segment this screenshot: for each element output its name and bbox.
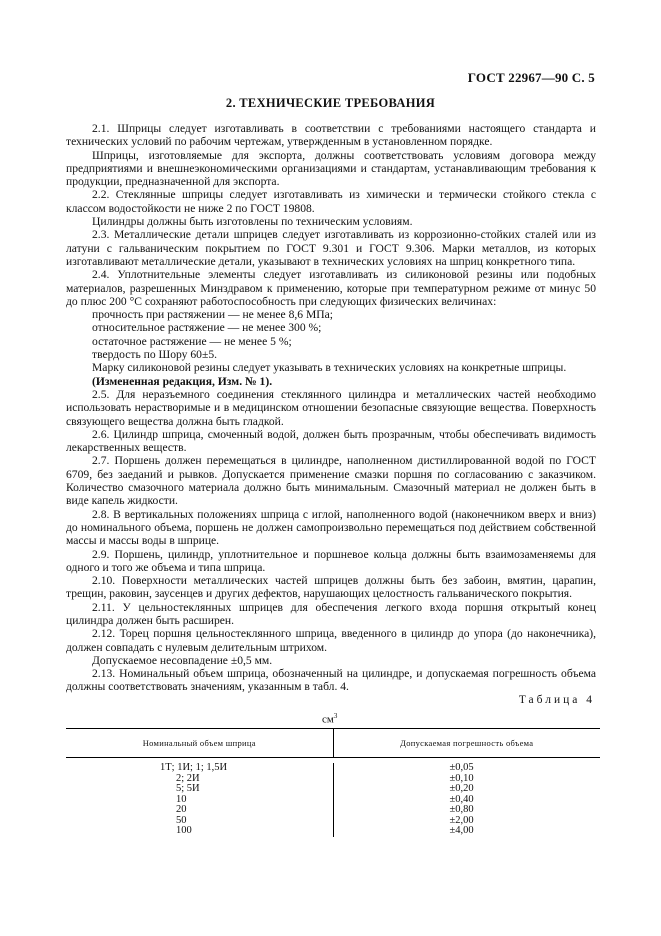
list-item: твердость по Шору 60±5. xyxy=(92,348,218,362)
paragraph: 2.8. В вертикальных положениях шприца с иглой, наполненного водой (наконечником вверх и вниз) до номинального объема, поршень не должен самопроизвольно перемещаться под действием собственной массы и массы воды в шприце. xyxy=(66,507,596,548)
table-column-volume xyxy=(66,763,334,837)
list-item: относительное растяжение — не менее 300 %; xyxy=(92,321,322,335)
paragraph: 2.11. У цельностеклянных шприцев для обеспечения легкого входа поршня открытый конец цилиндра должен быть расширен. xyxy=(66,600,596,627)
table-cell: ±2,00 xyxy=(449,814,474,826)
tolerance-table xyxy=(66,728,600,837)
paragraph: 2.1. Шприцы следует изготавливать в соответствии с требованиями настоящего стандарта и технических условий по рабочим чертежам, утвержденным в установленном порядке. xyxy=(66,122,596,149)
paragraph: Шприцы, изготовляемые для экспорта, должны соответствовать условиям договора между предприятиями и внешнеэкономическими организациями и стандартам, устанавливающим требования к продукции, предназначенной для экспорта. xyxy=(66,148,596,189)
table-unit-base: см xyxy=(322,713,334,726)
table-cell: ±0,10 xyxy=(449,772,474,784)
table-cell: 100 xyxy=(176,825,192,836)
amendment-note xyxy=(66,375,596,388)
list-item: остаточное растяжение — не менее 5 %; xyxy=(92,334,292,348)
table-cell: 2; 2И xyxy=(176,772,200,784)
paragraph: 2.3. Металлические детали шприцев следует изготавливать из коррозионно-стойких сталей или из латуни с гальваническим покрытием по ГОСТ 9.301 и ГОСТ 9.306. Марки металлов, из которых изготавливают металлические детали, указывают в технических условиях на шприц конкретного типа. xyxy=(66,228,596,268)
table-cell: 10 xyxy=(176,793,187,805)
paragraph: 2.5. Для неразъемного соединения стеклянного цилиндра и металлических частей необходимо использовать нерастворимые и в медицинском отношении безопасные связующие вещества. Поверхность связующего вещества должна быть гладкой. xyxy=(66,387,596,428)
table-body xyxy=(66,758,600,837)
page-header: ГОСТ 22967—90 С. 5 xyxy=(467,70,595,85)
paragraph: 2.13. Номинальный объем шприца, обозначенный на цилиндре, и допускаемая погрешность объема должны соответствовать значениям, указанным в табл. 4. xyxy=(66,667,596,694)
table-cell: 20 xyxy=(176,804,187,815)
paragraph: 2.10. Поверхности металлических частей шприцев должны быть без забоин, вмятин, царапин, трещин, раковин, заусенцев и других дефектов, нарушающих целостность гальванического покрытия. xyxy=(66,574,596,601)
paragraph: 2.7. Поршень должен перемещаться в цилиндре, наполненном дистиллированной водой по ГОСТ 6709, без заеданий и рывков. Допускается применение смазки поршня по согласованию с заказчиком. Количество смазочного материала должно быть минимальным. Смазочный материал не должен быть в виде капель жидкости. xyxy=(66,454,596,508)
list-item: прочность при растяжении — не менее 8,6 МПа; xyxy=(92,308,334,322)
table-column-tolerance xyxy=(334,763,601,837)
table-cell: ±4,00 xyxy=(449,825,474,836)
table-unit xyxy=(322,712,337,726)
paragraph: Цилиндры должны быть изготовлены по техническим условиям. xyxy=(92,215,413,229)
table-header-volume: Номинальный объем шприца xyxy=(66,729,334,757)
table-header xyxy=(66,728,600,758)
table-cell: 5; 5И xyxy=(176,783,200,794)
paragraph: 2.6. Цилиндр шприца, смоченный водой, должен быть прозрачным, чтобы обеспечивать видимость лекарственных веществ. xyxy=(66,427,596,455)
paragraph: 2.12. Торец поршня цельностеклянного шприца, введенного в цилиндр до упора (до наконечника), должен совпадать с нулевым делительным штрихом. xyxy=(66,627,596,654)
table-cell: 50 xyxy=(176,814,187,826)
table-header-tolerance: Допускаемая погрешность объема xyxy=(400,738,534,748)
table-cell: ±0,80 xyxy=(449,804,474,815)
table-unit-sup: 3 xyxy=(333,712,338,720)
table-cell: ±0,20 xyxy=(449,783,474,794)
amendment-note-text: (Измененная редакция, Изм. № 1). xyxy=(92,374,273,388)
table-cell: ±0,05 xyxy=(449,762,474,773)
paragraph: Марку силиконовой резины следует указывать в технических условиях на конкретные шприцы. xyxy=(92,361,567,375)
table-cell: ±0,40 xyxy=(449,793,474,805)
table-cell: 1Т; 1И; 1; 1,5И xyxy=(160,762,228,773)
paragraph: 2.9. Поршень, цилиндр, уплотнительное и поршневое кольца должны быть взаимозаменяемы для одного и того же объема и типа шприца. xyxy=(66,547,596,574)
paragraph: 2.4. Уплотнительные элементы следует изготавливать из силиконовой резины или подобных материалов, разрешенных Минздравом к применению, которые при температурном режиме от минус 50 до плюс 200 °С сохраняют работоспособность при следующих физических величинах: xyxy=(66,268,596,308)
paragraph: 2.2. Стеклянные шприцы следует изготавливать из химически и термически стойкого стекла с классом водостойкости не ниже 2 по ГОСТ 19808. xyxy=(66,188,596,215)
document-body xyxy=(66,122,596,694)
section-title: 2. ТЕХНИЧЕСКИЕ ТРЕБОВАНИЯ xyxy=(225,96,436,110)
paragraph: Допускаемое несовпадение ±0,5 мм. xyxy=(92,653,273,667)
table-title: Таблица 4 xyxy=(518,694,595,706)
